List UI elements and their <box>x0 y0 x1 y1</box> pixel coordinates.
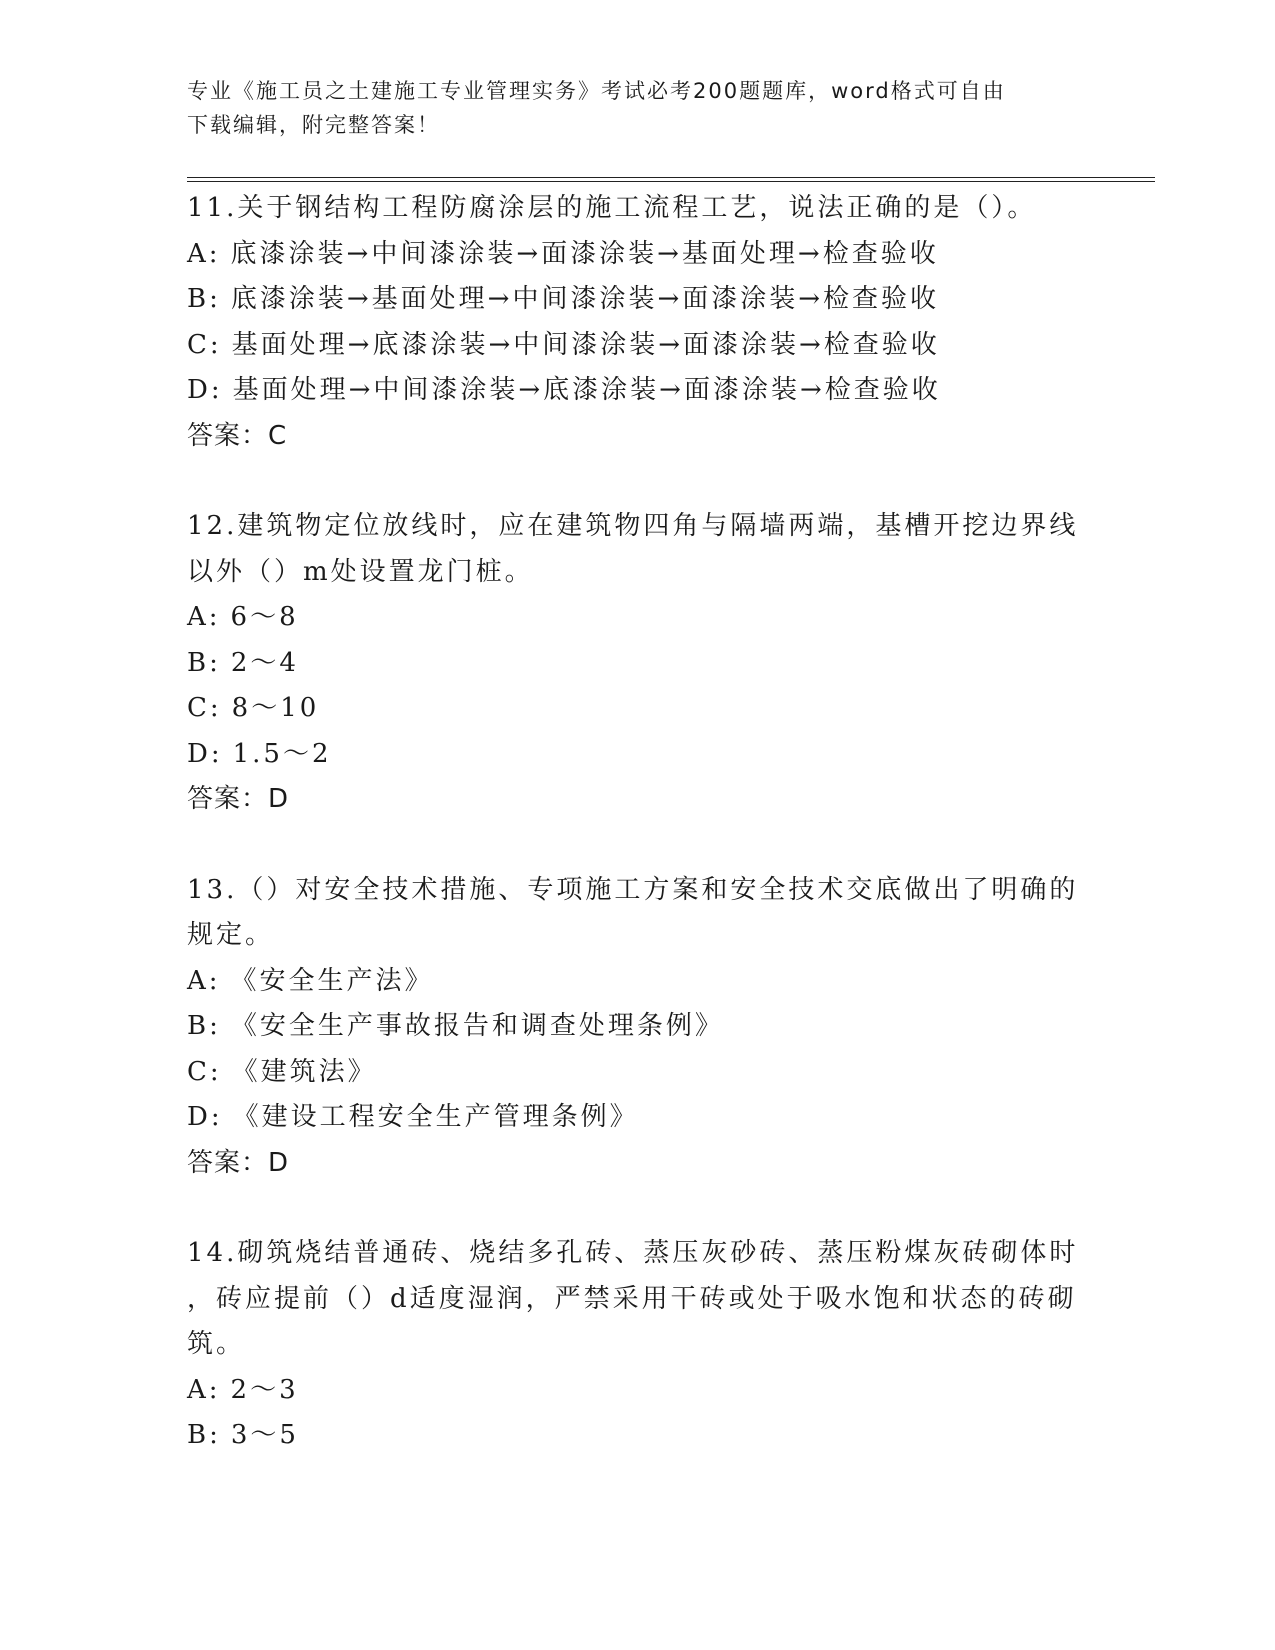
option-text: 《建筑法》 <box>231 1056 377 1087</box>
option-label: B: <box>187 1011 221 1041</box>
header-line-2: 下载编辑，附完整答案！ <box>187 113 440 137</box>
answer-option <box>187 1004 1087 1050</box>
option-text: 基面处理→底漆涂装→中间漆涂装→面漆涂装→检查验收 <box>231 329 940 360</box>
question-block <box>187 186 1087 459</box>
option-label: B: <box>187 1420 221 1450</box>
header-rule-top <box>187 177 1155 178</box>
answer-key: 答案：D <box>187 784 290 814</box>
document-header <box>187 74 1067 142</box>
option-text: 底漆涂装→中间漆涂装→面漆涂装→基面处理→检查验收 <box>230 238 939 269</box>
option-text: 底漆涂装→基面处理→中间漆涂装→面漆涂装→检查验收 <box>230 284 940 314</box>
question-block <box>187 504 1087 823</box>
option-text: 3～5 <box>230 1420 299 1450</box>
header-line-1: 专业《施工员之土建施工专业管理实务》考试必考200题题库，word格式可自由 <box>187 79 1006 103</box>
option-label: D: <box>187 738 223 769</box>
question-stem-line: 13.（）对安全技术措施、专项施工方案和安全技术交底做出了明确的 <box>187 874 1079 905</box>
option-label: B: <box>187 284 221 314</box>
option-text: 基面处理→中间漆涂装→底漆涂装→面漆涂装→检查验收 <box>232 375 941 405</box>
answer-key: 答案：C <box>187 420 288 451</box>
question-block <box>187 868 1087 1187</box>
answer-option <box>187 1368 1087 1414</box>
answer-option <box>187 232 1087 278</box>
option-label: C: <box>187 693 222 723</box>
option-text: 《建设工程安全生产管理条例》 <box>232 1102 639 1132</box>
option-label: D: <box>187 375 223 405</box>
answer-key: 答案：D <box>187 1147 290 1178</box>
option-text: 2～4 <box>230 647 299 678</box>
option-label: A: <box>187 965 221 996</box>
question-list <box>187 186 1087 1504</box>
answer-option <box>187 1095 1087 1141</box>
option-text: 8～10 <box>231 693 320 723</box>
option-text: 《安全生产法》 <box>230 965 434 996</box>
answer-option <box>187 959 1087 1005</box>
answer-option <box>187 368 1087 414</box>
question-stem-line: 12.建筑物定位放线时，应在建筑物四角与隔墙两端，基槽开挖边界线 <box>187 511 1079 541</box>
answer-option <box>187 1413 1087 1459</box>
option-text: 6～8 <box>230 602 299 632</box>
option-label: A: <box>187 238 221 269</box>
question-stem-line: 11.关于钢结构工程防腐涂层的施工流程工艺，说法正确的是（）。 <box>187 193 1037 223</box>
option-label: C: <box>187 329 222 360</box>
question-stem-line: 14.砌筑烧结普通砖、烧结多孔砖、蒸压灰砂砖、蒸压粉煤灰砖砌体时 <box>187 1238 1079 1268</box>
question-stem-line: 筑。 <box>187 1329 246 1359</box>
option-label: C: <box>187 1056 222 1087</box>
answer-option <box>187 1050 1087 1096</box>
answer-option <box>187 277 1087 323</box>
option-text: 2～3 <box>230 1374 299 1405</box>
answer-option <box>187 686 1087 732</box>
option-label: A: <box>187 1374 221 1405</box>
question-stem-line: 以外（）m处设置龙门桩。 <box>187 556 534 587</box>
option-text: 《安全生产事故报告和调查处理条例》 <box>230 1011 724 1041</box>
header-rule-bottom <box>187 181 1155 182</box>
answer-option <box>187 732 1087 778</box>
question-block <box>187 1231 1087 1459</box>
question-stem-line: ，砖应提前（）d适度湿润，严禁采用干砖或处于吸水饱和状态的砖砌 <box>187 1283 1077 1314</box>
answer-option <box>187 641 1087 687</box>
option-text: 1.5～2 <box>232 738 332 769</box>
option-label: A: <box>187 602 221 632</box>
option-label: B: <box>187 647 221 678</box>
answer-option <box>187 595 1087 641</box>
option-label: D: <box>187 1102 223 1132</box>
answer-option <box>187 323 1087 369</box>
question-stem-line: 规定。 <box>187 920 275 950</box>
